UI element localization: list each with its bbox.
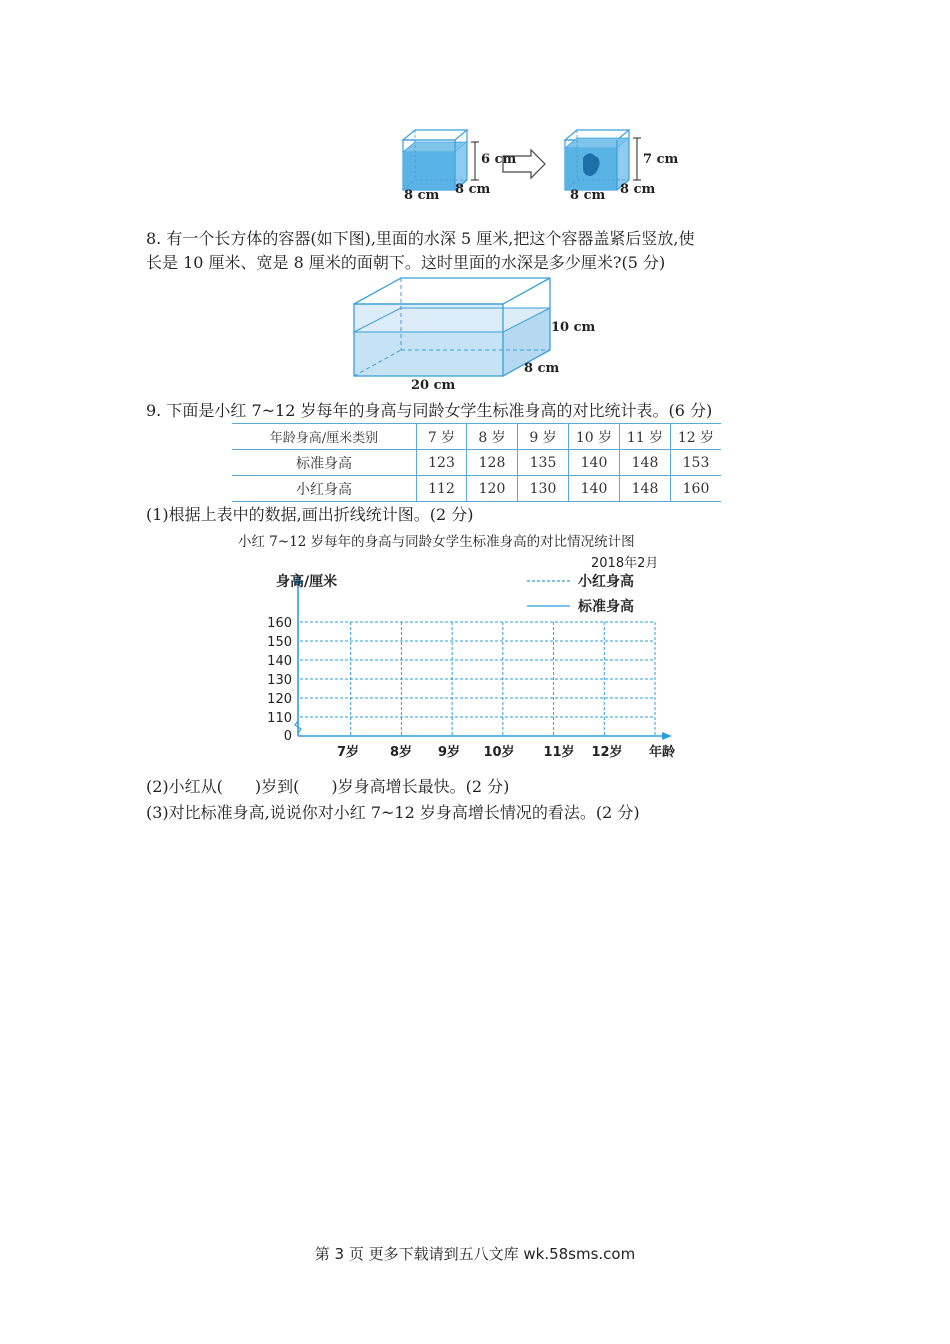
table-cell: 130 — [518, 476, 569, 502]
y-tick-label: 130 — [267, 673, 292, 688]
table-age: 7 岁 — [417, 424, 467, 450]
x-axis-label: 年龄 — [648, 745, 676, 760]
x-axis-arrow — [662, 732, 672, 740]
legend-label: 标准身高 — [578, 599, 634, 615]
table-row — [232, 450, 721, 476]
table-cell: 112 — [417, 476, 467, 502]
table-corner: 年龄身高/厘米类别 — [232, 424, 417, 450]
page-footer: 第 3 页 更多下载请到五八文库 wk.58sms.com — [314, 1245, 636, 1263]
x-tick-label: 7岁 — [336, 745, 360, 760]
table-cell: 160 — [682, 480, 710, 497]
y-tick-label: 150 — [267, 635, 292, 650]
table-age: 12 岁 — [677, 429, 715, 446]
table-age: 10 岁 — [569, 424, 620, 450]
right-bottom-label-2: 8 cm — [620, 182, 656, 197]
table-header-row — [232, 424, 721, 450]
x-tick-label: 11岁 — [543, 745, 575, 760]
table-cell: 140 — [569, 450, 620, 476]
right-bottom-label-1: 8 cm — [570, 188, 606, 203]
table-age: 11 岁 — [620, 424, 671, 450]
y-axis-label: 身高/厘米 — [276, 574, 338, 590]
y-tick-label: 160 — [267, 616, 292, 631]
q8-line1: 8. 有一个长方体的容器(如下图),里面的水深 5 厘米,把这个容器盖紧后竖放,使 — [146, 229, 695, 248]
y-tick-label: 0 — [283, 729, 292, 744]
table-cell: 135 — [518, 450, 569, 476]
table-age: 9 岁 — [518, 424, 569, 450]
right-height-label: 7 cm — [643, 152, 679, 167]
q8-line2: 长是 10 厘米、宽是 8 厘米的面朝下。这时里面的水深是多少厘米?(5 分) — [146, 253, 666, 272]
row-label: 标准身高 — [232, 450, 417, 476]
chart-subtitle: 2018年2月 — [591, 556, 659, 571]
left-bottom-label-1: 8 cm — [404, 188, 440, 203]
line-chart — [262, 564, 692, 766]
row-label: 小红身高 — [232, 476, 417, 502]
chart-title: 小红 7~12 岁每年的身高与同龄女学生标准身高的对比情况统计图 — [238, 534, 635, 550]
left-height-label: 6 cm — [481, 152, 517, 167]
cuboid-length-label: 20 cm — [411, 378, 456, 393]
table-cell: 153 — [682, 454, 710, 471]
q9-sub3: (3)对比标准身高,说说你对小红 7~12 岁身高增长情况的看法。(2 分) — [146, 803, 640, 822]
q9-title: 9. 下面是小红 7~12 岁每年的身高与同龄女学生标准身高的对比统计表。(6 分) — [146, 401, 713, 420]
height-table — [232, 423, 721, 502]
x-tick-label: 10岁 — [483, 745, 515, 760]
x-tick-label: 9岁 — [437, 745, 461, 760]
q9-sub2: (2)小红从( )岁到( )岁身高增长最快。(2 分) — [146, 777, 510, 796]
table-cell: 123 — [417, 450, 467, 476]
table-cell: 148 — [620, 450, 671, 476]
x-tick-label: 12岁 — [591, 745, 623, 760]
table-cell: 140 — [569, 476, 620, 502]
table-row — [232, 476, 721, 502]
q9-sub1: (1)根据上表中的数据,画出折线统计图。(2 分) — [146, 505, 474, 524]
legend-label: 小红身高 — [578, 574, 634, 590]
left-bottom-label-2: 8 cm — [455, 182, 491, 197]
cuboid-width-label: 8 cm — [524, 361, 560, 376]
table-age: 8 岁 — [467, 424, 518, 450]
y-tick-label: 110 — [267, 711, 292, 726]
table-cell: 120 — [467, 476, 518, 502]
x-tick-label: 8岁 — [389, 745, 413, 760]
table-cell: 148 — [620, 476, 671, 502]
cuboid-height-label: 10 cm — [551, 320, 596, 335]
table-cell: 128 — [467, 450, 518, 476]
y-tick-label: 140 — [267, 654, 292, 669]
y-tick-label: 120 — [267, 692, 292, 707]
